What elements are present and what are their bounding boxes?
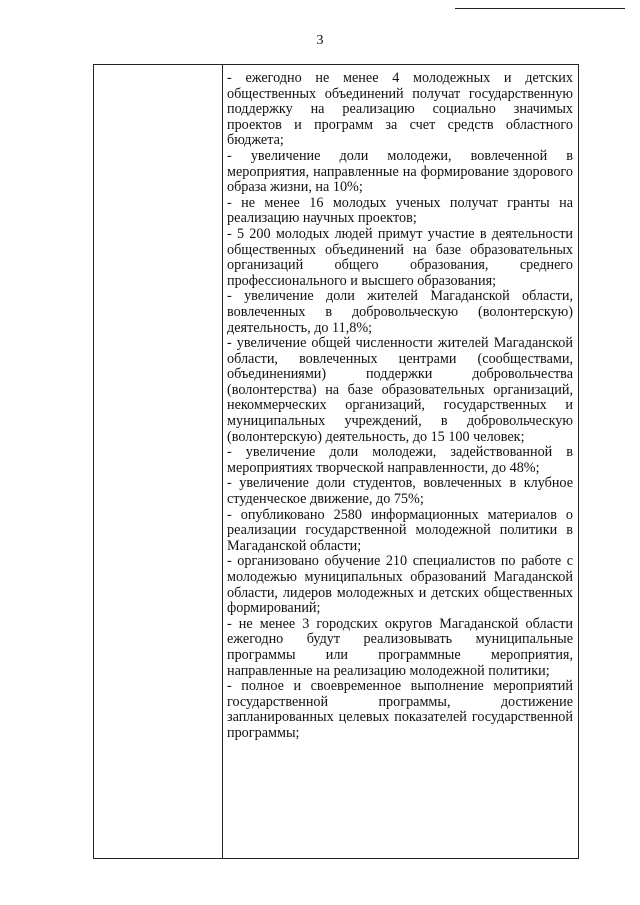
list-item: - организовано обучение 210 специалистов по работе с молодежью муниципальных образований Магаданской области, лидеров молодежных и детских общественных формирований; <box>227 553 573 617</box>
list-item: - опубликовано 2580 информационных материалов о реализации государственной молодежной политики в Магаданской области; <box>227 506 573 554</box>
list-item: - полное и своевременное выполнение мероприятий государственной программы, достижение запланированных целевых показателей государственной программы; <box>227 678 573 741</box>
right-column-cell <box>227 71 573 742</box>
list-item: - увеличение общей численности жителей Магаданской области, вовлеченных центрами (сообществами, объединениями) поддержки добровольчества (волонтерства) на базе образовательных организаций, некоммерческих организаций, государственных и муниципальных учреждений, в добровольческую (волонтерскую) деятельность, до 15 100 человек; <box>227 335 573 445</box>
list-item: - ежегодно не менее 4 молодежных и детских общественных объединений получат государственную поддержку на реализацию социально значимых проектов и программ за счет средств областного бюджета; <box>227 70 573 149</box>
list-item: - увеличение доли молодежи, вовлеченной в мероприятия, направленные на формирование здорового образа жизни, на 10%; <box>227 147 573 196</box>
list-item: - 5 200 молодых людей примут участие в деятельности общественных объединений на базе образовательных организаций общего образования, среднего профессионального и высшего образования; <box>227 225 573 289</box>
header-rule <box>455 8 625 9</box>
list-item: - увеличение доли молодежи, задействованной в мероприятиях творческой направленности, до 48%; <box>227 444 573 476</box>
list-item: - не менее 16 молодых ученых получат гранты на реализацию научных проектов; <box>227 194 573 227</box>
page-number: 3 <box>316 33 324 48</box>
list-item: - не менее 3 городских округов Магаданской области ежегодно будут реализовывать муниципальные программы или программные мероприятия, направленные на реализацию молодежной политики; <box>227 615 573 679</box>
outcomes-table <box>93 64 579 859</box>
list-item: - увеличение доли студентов, вовлеченных в клубное студенческое движение, до 75%; <box>227 475 573 508</box>
column-divider <box>222 65 223 858</box>
list-item: - увеличение доли жителей Магаданской области, вовлеченных в добровольческую (волонтерскую) деятельность, до 11,8%; <box>227 288 573 336</box>
